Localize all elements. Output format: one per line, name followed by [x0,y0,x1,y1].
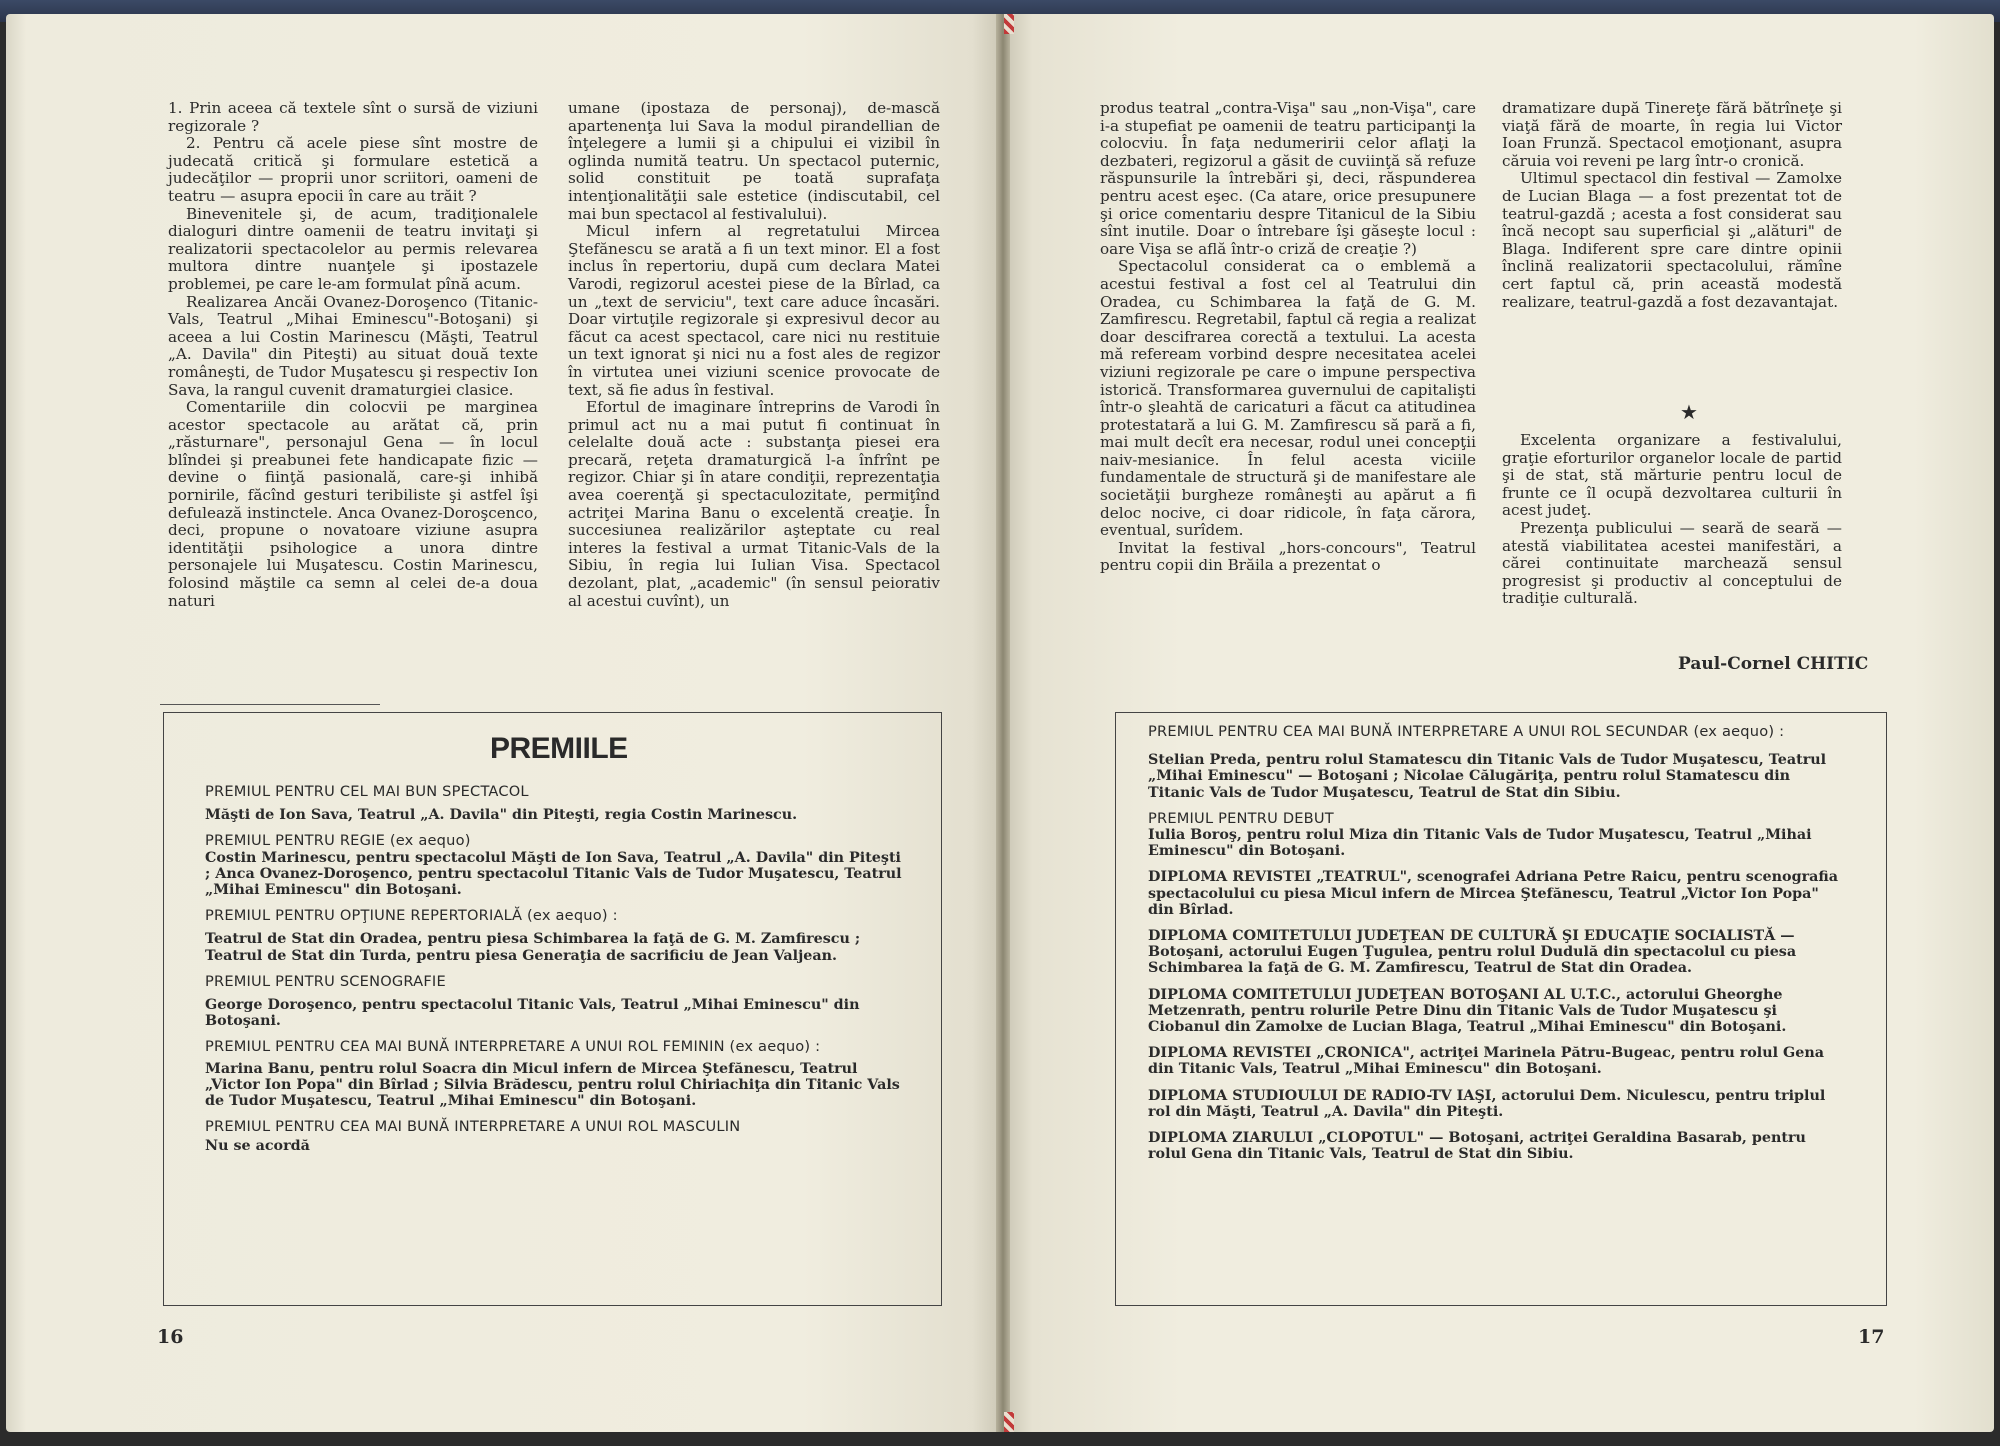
right-text-column-2b [1502,432,1842,608]
award-text: DIPLOMA COMITETULUI JUDEŢEAN BOTOŞANI AL U.T.C., actorului Gheorghe Metzenrath, pentru rolurile Petre Dinu din Titanic Vals de Tudor Muşatescu şi Ciobanul din Zamolxe de Lucian Blaga, Teatrul „Mihai Eminescu" din Botoşani. [1148,986,1787,1036]
left-text-column-2 [568,100,940,610]
award-text: Stelian Preda, pentru rolul Stamatescu din Titanic Vals de Tudor Muşatescu, Teatrul „Mihai Eminescu" — Botoşani ; Nicolae Călugăriţa, pentru rolul Stamatescu din Titanic Vals de Tudor Muşatescu, Teatrul de Stat din Sibiu. [1148,752,1827,801]
award-text: Costin Marinescu, pentru spectacolul Măşti de Ion Sava, Teatrul „A. Davila" din Piteşti ; Anca Ovanez-Doroşenco, pentru spectacolul Titanic Vals de Tudor Muşatescu, Teatrul „Mihai Eminescu" din Botoşani. [205,849,902,899]
paragraph: Efortul de imaginare întreprins de Varodi în primul act nu a mai putut fi continuat în celelalte două acte : substanţa piesei era precară, reţeta dramaturgică l-a înfrînt pe regizor. Chiar şi în atare condiţii, reprezentaţia avea coerenţă şi spectaculozitate, permiţînd actriţei Marina Banu o excelentă creaţie. În succesiunea realizărilor aşteptate cu real interes la festival a urmat Titanic-Vals de la Sibiu, în regia lui Iulian Visa. Spectacol dezolant, plat, „academic" (în sensul peiorativ al acestui cuvînt), un [568,398,940,610]
paragraph: Comentariile din colocvii pe marginea acestor spectacole au arătat că, prin „răsturnare", personajul Gena — în locul blîndei şi preabunei fete handicapate fizic — devine o fiinţă pasională, care-şi inhibă pornirile, făcînd gesturi teribiliste şi astfel îşi defulează instinctele. Anca Ovanez-Doroşcenco, deci, propune o novatoare viziune asupra identităţii psihologice a unora dintre personajele lui Muşatescu. Costin Marinescu, folosind măştile ca semn al celei de-a doua naturi [168,398,538,610]
paragraph: Spectacolul considerat ca o emblemă a acestui festival a fost cel al Teatrului din Oradea, cu Schimbarea la faţă de G. M. Zamfirescu. Regretabil, faptul că regia a realizat doar descifrarea corectă a textului. La acesta mă refeream vorbind despre necesitatea acelei viziuni regizorale pe care o impune perspectiva istorică. Transformarea guvernului de capitalişti într-o şleahtă de caricaturi a făcut ca atitudinea protestatară a lui G. M. Zamfirescu să pară a fi, mai mult decît era necesar, rodul unei concepţii naiv-mesianice. În felul acesta viciile fundamentale de structură şi de manifestare ale societăţii burgheze româneşti au apărut a fi deloc nocive, ci doar ridicole, în faţa cărora, eventual, surîdem. [1100,257,1476,540]
award-text: DIPLOMA ZIARULUI „CLOPOTUL" — Botoşani, actriţei Geraldina Basarab, pentru rolul Gena din Titanic Vals, Teatrul de Stat din Sibiu. [1148,1130,1806,1163]
right-text-column-1 [1100,100,1476,575]
paragraph: Prezenţa publicului — seară de seară — atestă viabilitatea acestei manifestări, a cărei continuitate marchează sensul progresist şi productiv al conceptului de tradiţie culturală. [1502,518,1842,608]
paragraph: 2. Pentru că acele piese sînt mostre de judecată critică şi formulare estetică a judecăţilor — proprii unor scriitori, oameni de teatru — asupra epocii în care au trăit ? [168,134,538,205]
paragraph: Realizarea Ancăi Ovanez-Doroşenco (Titanic-Vals, Teatrul „Mihai Eminescu"-Botoşani) şi aceea a lui Costin Marinescu (Măşti, Teatrul „A. Davila" din Piteşti) au situat două texte româneşti, de Tudor Muşatescu şi respectiv Ion Sava, la rangul cuvenit dramaturgiei clasice. [168,292,538,399]
paragraph: Micul infern al regretatului Mircea Ştefănescu se arată a fi un text minor. El a fost inclus în repertoriu, după cum declara Matei Varodi, regizorul acestei piese de la Bîrlad, ca un „text de serviciu", text care aduce încasări. Doar virtuţile regizorale şi expresivul decor au făcut ca acest spectacol, care nici nu restituie un text ignorat şi nici nu a fost ales de regizor în virtutea unei viziuni scenice provocate de text, să fie adus în festival. [568,222,940,399]
award-heading: PREMIUL PENTRU DEBUT [1148,809,1334,827]
award-heading: PREMIUL PENTRU CEA MAI BUNĂ INTERPRETARE A UNUI ROL FEMININ (ex aequo) : [205,1038,821,1056]
award-text: DIPLOMA STUDIOULUI DE RADIO-TV IAŞI, actorului Dem. Niculescu, pentru triplul rol din Măşti, Teatrul „A. Davila" din Piteşti. [1148,1087,1826,1120]
right-text-column-2 [1502,100,1842,311]
award-text: Marina Banu, pentru rolul Soacra din Micul infern de Mircea Ştefănescu, Teatrul „Victor Ion Popa" din Bîrlad ; Silvia Brădescu, pentru rolul Chiriachiţa din Titanic Vals de Tudor Muşatescu, Teatrul „Mihai Eminescu" din Botoşani. [205,1060,900,1110]
award-heading: PREMIUL PENTRU OPŢIUNE REPERTORIALĂ (ex aequo) : [205,907,618,925]
binding-thread-bottom [1004,1412,1014,1432]
award-text: Iulia Boroş, pentru rolul Miza din Titanic Vals de Tudor Muşatescu, Teatrul „Mihai Eminescu" din Botoşani. [1148,827,1812,860]
binding-thread-top [1004,14,1014,34]
paragraph: dramatizare după Tinereţe fără bătrîneţe şi viaţă fără de moarte, în regia lui Victor Ioan Frunză. Spectacol emoţionant, asupra căruia voi reveni pe larg într-o cronică. [1502,99,1842,170]
paragraph: Ultimul spectacol din festival — Zamolxe de Lucian Blaga — a fost prezentat tot de teatrul-gazdă ; acesta a fost considerat sau încă necopt sau superficial şi „alături" de Blaga. Indiferent spre care dintre opinii înclină realizatorii spectacolului, rămîne cert faptul că, prin această modestă realizare, teatrul-gazdă a fost dezavantajat. [1502,169,1842,311]
paragraph: 1. Prin aceea că textele sînt o sursă de viziuni regizorale ? [168,99,538,135]
paragraph: produs teatral „contra-Vişa" sau „non-Vişa", care i-a stupefiat pe oamenii de teatru participanţi la colocviu. În faţa nedumeririi celor aflaţi la dezbateri, regizorul a găsit de cuviinţă să refuze răspunsurile la întrebări şi, deci, răspunderea pentru acest eşec. (Ca atare, orice presupunere şi orice comentariu despre Titanicul de la Sibiu sînt inutile. Doar o întrebare îşi găseşte locul : oare Vişa se află într-o criză de creaţie ?) [1100,99,1476,258]
award-text: Teatrul de Stat din Oradea, pentru piesa Schimbarea la faţă de G. M. Zamfirescu ; Teatrul de Stat din Turda, pentru piesa Generaţia de sacrificiu de Jean Valjean. [205,931,861,964]
award-text: DIPLOMA REVISTEI „CRONICA", actriţei Marinela Pătru-Bugeac, pentru rolul Gena din Titanic Vals, Teatrul „Mihai Eminescu" din Botoşani. [1148,1045,1824,1078]
award-heading: PREMIUL PENTRU CEA MAI BUNĂ INTERPRETARE A UNUI ROL SECUNDAR (ex aequo) : [1148,723,1785,740]
award-heading: PREMIUL PENTRU CEA MAI BUNĂ INTERPRETARE A UNUI ROL MASCULIN [205,1118,741,1136]
award-text: Măşti de Ion Sava, Teatrul „A. Davila" din Piteşti, regia Costin Marinescu. [205,807,798,824]
award-heading: PREMIUL PENTRU CEL MAI BUN SPECTACOL [205,783,529,800]
award-text: George Doroşenco, pentru spectacolul Titanic Vals, Teatrul „Mihai Eminescu" din Botoşani. [205,997,860,1030]
page-number-right: 17 [1858,1326,1885,1348]
paragraph: Excelenta organizare a festivalului, graţie eforturilor organelor locale de partid şi de stat, stă mărturie pentru locul de frunte ce îl ocupă dezvoltarea culturii în acest judeţ. [1502,431,1842,520]
paragraph: Invitat la festival „hors-concours", Teatrul pentru copii din Brăila a prezentat o [1100,538,1476,575]
award-text: Nu se acordă [205,1138,310,1155]
paragraph: Binevenitele şi, de acum, tradiţionalele dialoguri dintre oamenii de teatru invitaţi şi realizatorii spectacolelor au permis relevarea multora dintre nuanţele şi ipostazele problemei, pe care le-am formulat pînă acum. [168,204,538,293]
prizes-list-left [205,784,905,1155]
prizes-list-right [1148,724,1840,1162]
book-spine [996,14,1010,1432]
author-signature: Paul-Cornel CHITIC [1678,654,1869,674]
award-text: DIPLOMA REVISTEI „TEATRUL", scenografei Adriana Petre Raicu, pentru scenografia spectacolului cu piesa Micul infern de Mircea Ştefănescu, Teatrul „Victor Ion Popa" din Bîrlad. [1148,869,1839,918]
award-heading: PREMIUL PENTRU SCENOGRAFIE [205,972,446,990]
left-text-column-1 [168,100,538,610]
section-star-icon: ★ [1680,400,1698,424]
divider-rule [160,704,380,705]
prizes-title: PREMIILE [490,732,628,765]
paragraph: umane (ipostaza de personaj), de-mască apartenenţa lui Sava la modul pirandellian de înţelegere a lumii şi a chipului ei vizibil în oglinda numită teatru. Un spectacol puternic, solid constituit pe toată suprafaţa intenţionalităţii sale estetice (indiscutabil, cel mai bun spectacol al festivalului). [568,99,940,223]
award-text: DIPLOMA COMITETULUI JUDEŢEAN DE CULTURĂ ŞI EDUCAŢIE SOCIALISTĂ — Botoşani, actorului Eugen Ţugulea, pentru rolul Dudulă din spectacolul cu piesa Schimbarea la faţă de G. M. Zamfirescu, Teatrul de Stat din Oradea. [1148,928,1797,977]
award-heading: PREMIUL PENTRU REGIE (ex aequo) [205,832,471,850]
page-number-left: 16 [157,1326,184,1348]
